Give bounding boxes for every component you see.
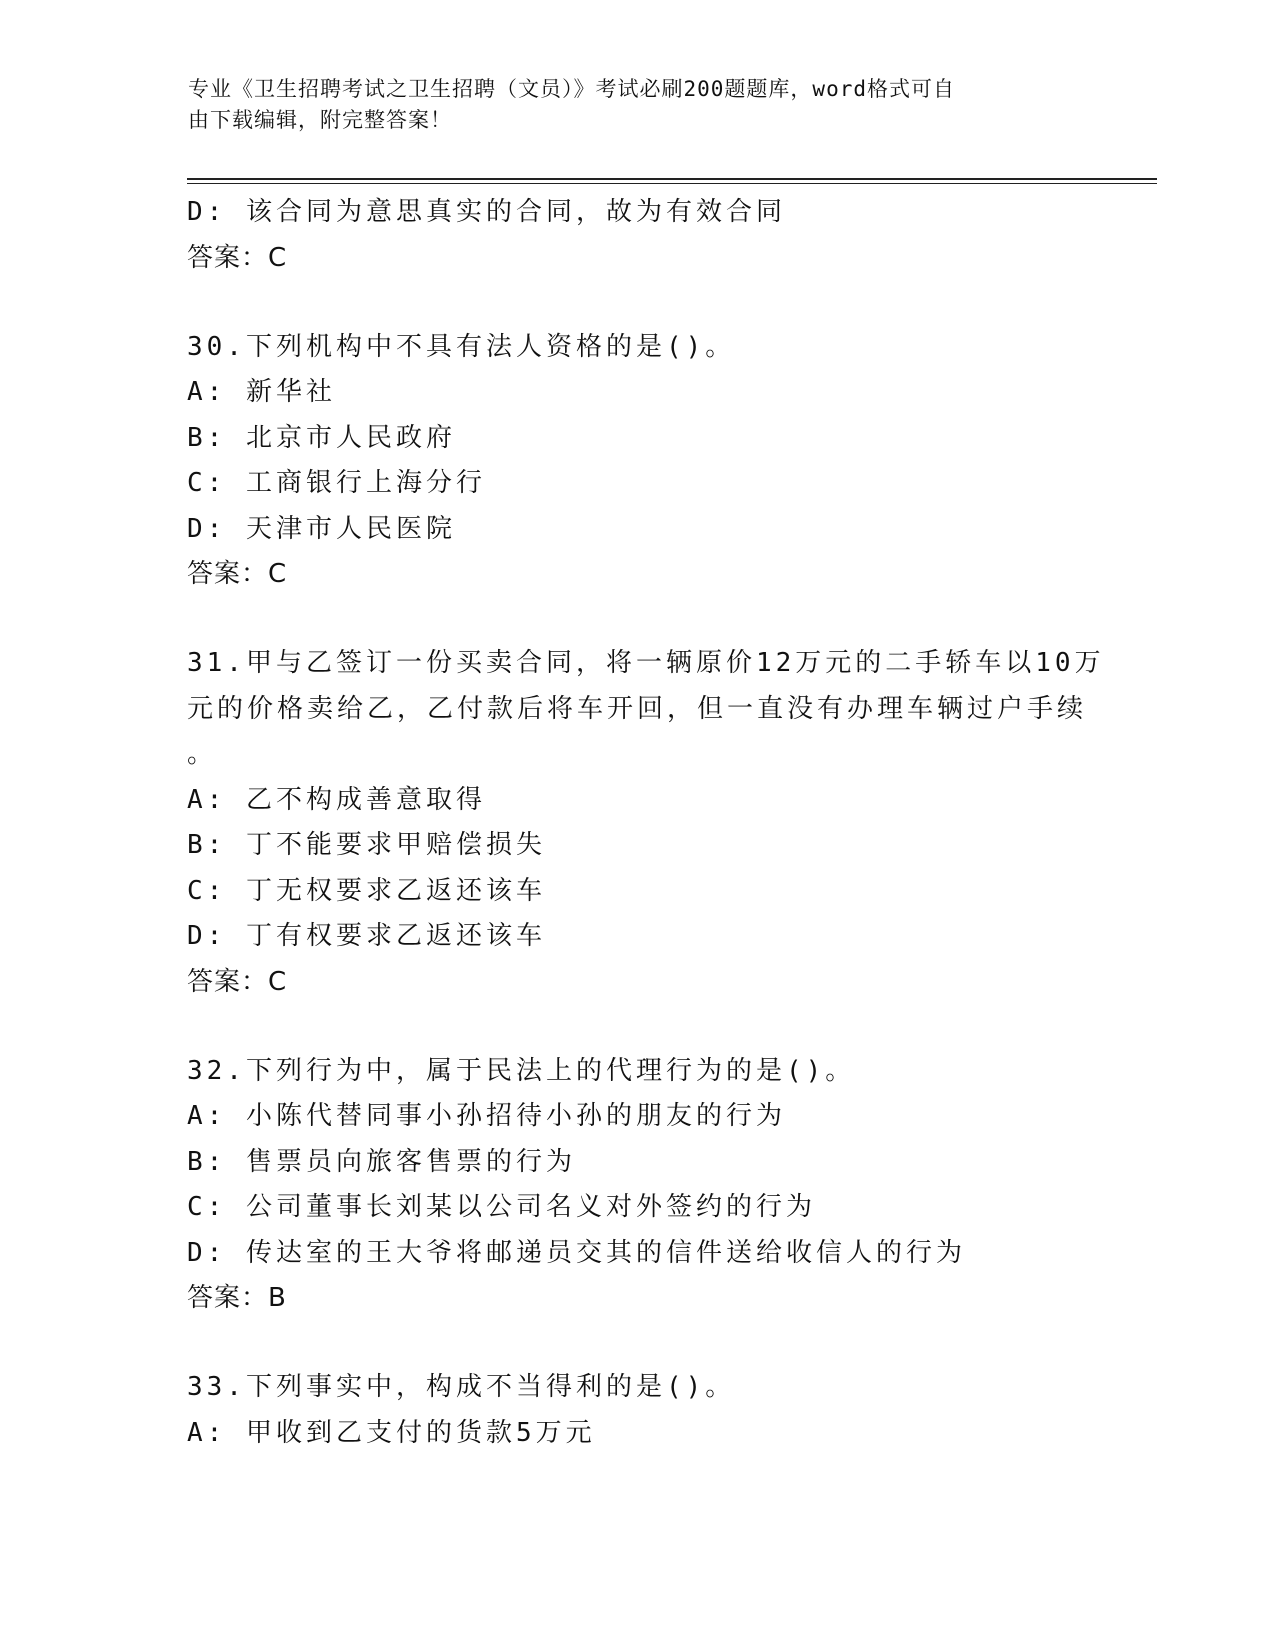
question-stem: 32.下列行为中，属于民法上的代理行为的是()。 xyxy=(187,1055,856,1086)
option-c: C: 公司董事长刘某以公司名义对外签约的行为 xyxy=(187,1192,816,1222)
question-stem: 31.甲与乙签订一份买卖合同，将一辆原价12万元的二手轿车以10万 xyxy=(187,648,1105,678)
option-b: B: 北京市人民政府 xyxy=(187,422,456,453)
answer-line: 答案：C xyxy=(187,966,288,997)
question-30 xyxy=(187,325,1087,598)
header-line-2: 由下载编辑，附完整答案！ xyxy=(188,108,452,132)
answer-line: 答案：C xyxy=(187,559,288,589)
answer-line: 答案：B xyxy=(187,1283,287,1313)
question-33 xyxy=(187,1365,1087,1456)
question-32 xyxy=(187,1049,1087,1322)
question-stem-cont: 元的价格卖给乙，乙付款后将车开回，但一直没有办理车辆过户手续 xyxy=(187,693,1088,724)
answer-line: 答案：C xyxy=(187,242,288,273)
question-list xyxy=(187,190,1105,1456)
option-d: D: 天津市人民医院 xyxy=(187,513,456,544)
question-stem-cont: 。 xyxy=(187,739,218,769)
header-line-1: 专业《卫生招聘考试之卫生招聘（文员）》考试必刷200题题库，word格式可自 xyxy=(188,77,955,101)
document-header xyxy=(188,74,1068,136)
option-d: D: 丁有权要求乙返还该车 xyxy=(187,921,546,951)
option-a: A: 新华社 xyxy=(187,377,336,407)
option-c: C: 工商银行上海分行 xyxy=(187,468,486,498)
continued-question xyxy=(187,190,1087,281)
option-a: A: 乙不构成善意取得 xyxy=(187,784,486,815)
option-b: B: 丁不能要求甲赔偿损失 xyxy=(187,830,546,860)
option-d: D: 传达室的王大爷将邮递员交其的信件送给收信人的行为 xyxy=(187,1237,966,1268)
option-a: A: 小陈代替同事小孙招待小孙的朋友的行为 xyxy=(187,1101,786,1131)
option-b: B: 售票员向旅客售票的行为 xyxy=(187,1146,576,1177)
option-d: D: 该合同为意思真实的合同，故为有效合同 xyxy=(187,197,786,227)
question-31 xyxy=(187,641,1105,1005)
option-a: A: 甲收到乙支付的货款5万元 xyxy=(187,1417,596,1448)
option-c: C: 丁无权要求乙返还该车 xyxy=(187,875,546,906)
question-stem: 30.下列机构中不具有法人资格的是()。 xyxy=(187,331,736,362)
header-divider xyxy=(187,178,1157,184)
question-stem: 33.下列事实中，构成不当得利的是()。 xyxy=(187,1372,736,1402)
